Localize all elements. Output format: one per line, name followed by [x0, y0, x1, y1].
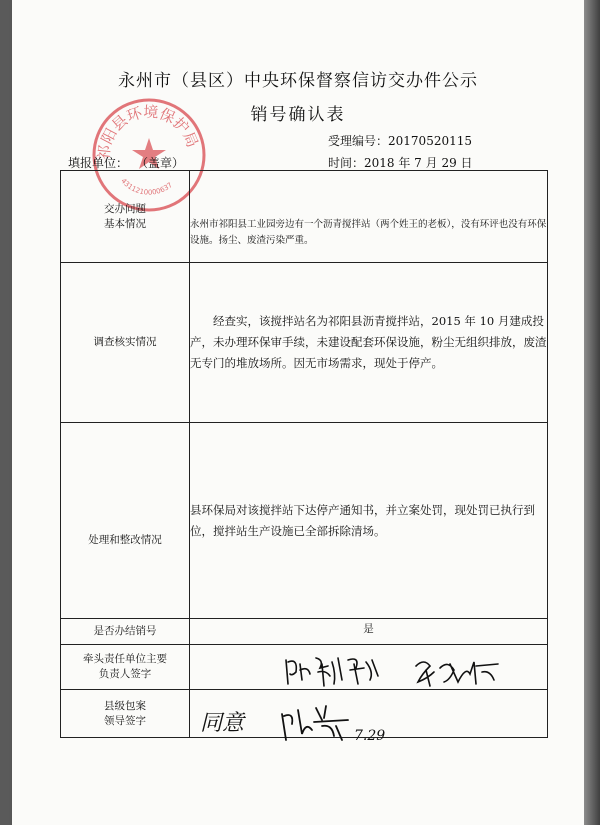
- table-row: [61, 171, 548, 263]
- svg-text:7.29: 7.29: [354, 728, 386, 744]
- table-row: [61, 423, 548, 619]
- stamp-text: 祁阳县环境保护局: [94, 102, 202, 161]
- row-label: 牵头责任单位主要 负责人签字: [61, 645, 190, 690]
- unit-leader-signature: [410, 652, 502, 692]
- closure-status: 是: [190, 619, 548, 645]
- filing-time: 时间：2018 年 7 月 29 日: [328, 156, 473, 170]
- scan-edge: [584, 0, 600, 825]
- table-row: [61, 619, 548, 645]
- acceptance-number: 受理编号：20170520115: [328, 134, 472, 148]
- signature-date: [352, 722, 392, 748]
- stamp-code: 4311210000637: [119, 177, 175, 197]
- responsible-signature: [280, 650, 390, 692]
- investigation-content: 经查实，该搅拌站名为祁阳县沥青搅拌站，2015 年 10 月建成投产，未办理环保审手续，未建设配套环保设施，粉尘无组织排放，废渣无专门的堆放场所。因无市场需求，现处于停产。: [190, 263, 548, 423]
- county-leader-signature: [276, 700, 356, 748]
- row-label: 调查核实情况: [61, 263, 190, 423]
- row-label: 县级包案 领导签字: [61, 690, 190, 738]
- row-label: 是否办结销号: [61, 619, 190, 645]
- row-label: 交办问题 基本情况: [61, 171, 190, 263]
- table-row: [61, 263, 548, 423]
- filing-unit: 填报单位： （盖章）: [68, 156, 185, 170]
- approval-text: 同意: [200, 711, 245, 736]
- approval-handwriting: [198, 704, 258, 740]
- row-label: 处理和整改情况: [61, 423, 190, 619]
- document-title: 永州市（县区）中央环保督察信访交办件公示: [118, 71, 478, 91]
- document-page: [12, 0, 584, 825]
- issue-description: 永州市祁阳县工业园旁边有一个沥青搅拌站（两个姓王的老板），没有环评也没有环保设施。扬尘、废渣污染严重。: [190, 171, 548, 263]
- handling-content: 县环保局对该搅拌站下达停产通知书，并立案处罚，现处罚已执行到位，搅拌站生产设施已全部拆除清场。: [190, 423, 548, 619]
- document-subtitle: 销号确认表: [250, 105, 346, 125]
